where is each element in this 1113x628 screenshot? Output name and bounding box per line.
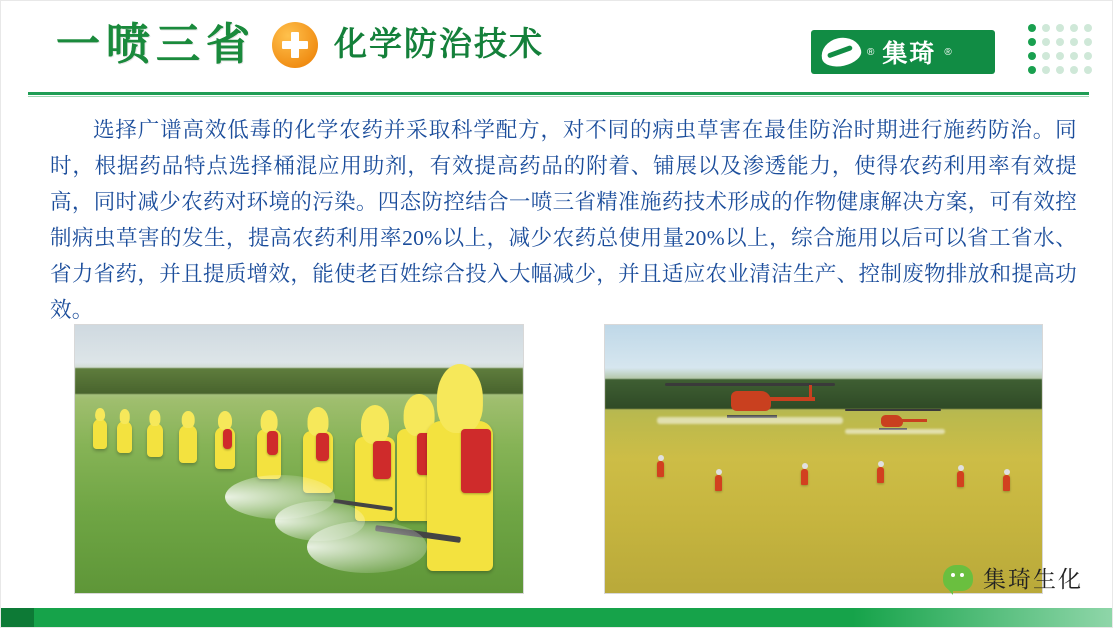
wechat-account-block[interactable] [943,561,1083,594]
wechat-icon [943,565,973,591]
header-title-group [56,22,544,68]
medical-cross-icon [272,22,318,68]
brand-slogan: 一喷三省 [56,20,256,69]
field-workers-spraying-photo [74,324,524,594]
slide-header [0,0,1113,96]
helicopter-spraying-paddy-photo [604,324,1043,594]
wechat-account-name: 集琦生化 [983,567,1083,592]
registered-mark-left: ® [867,46,875,58]
dot-grid-decoration [1028,24,1095,77]
registered-mark-right: ® [944,46,952,58]
logo-text: 集琦 [882,41,937,68]
header-divider [28,92,1089,95]
company-logo[interactable] [811,30,995,74]
footer-gradient [853,608,1113,628]
footer-accent [0,608,34,628]
page-title: 化学防治技术 [334,26,544,63]
body-paragraph: 选择广谱高效低毒的化学农药并采取科学配方，对不同的病虫草害在最佳防治时期进行施药防治。同时，根据药品特点选择桶混应用助剂，有效提高药品的附着、铺展以及渗透能力，使得农药利用率有效提高，同时减少农药对环境的污染。四态防控结合一喷三省精准施药技术形成的作物健康解决方案，可有效控制病虫草害的发生，提高农药利用率20%以上，减少农药总使用量20%以上，综合施用以后可以省工省水、省力省药，并且提质增效，能使老百姓综合投入大幅减少，并且适应农业清洁生产、控制废物排放和提高功效。 [50,118,1077,322]
footer-bar [0,608,1113,628]
header-divider-secondary [28,96,1089,97]
leaf-logo-icon [819,34,864,70]
